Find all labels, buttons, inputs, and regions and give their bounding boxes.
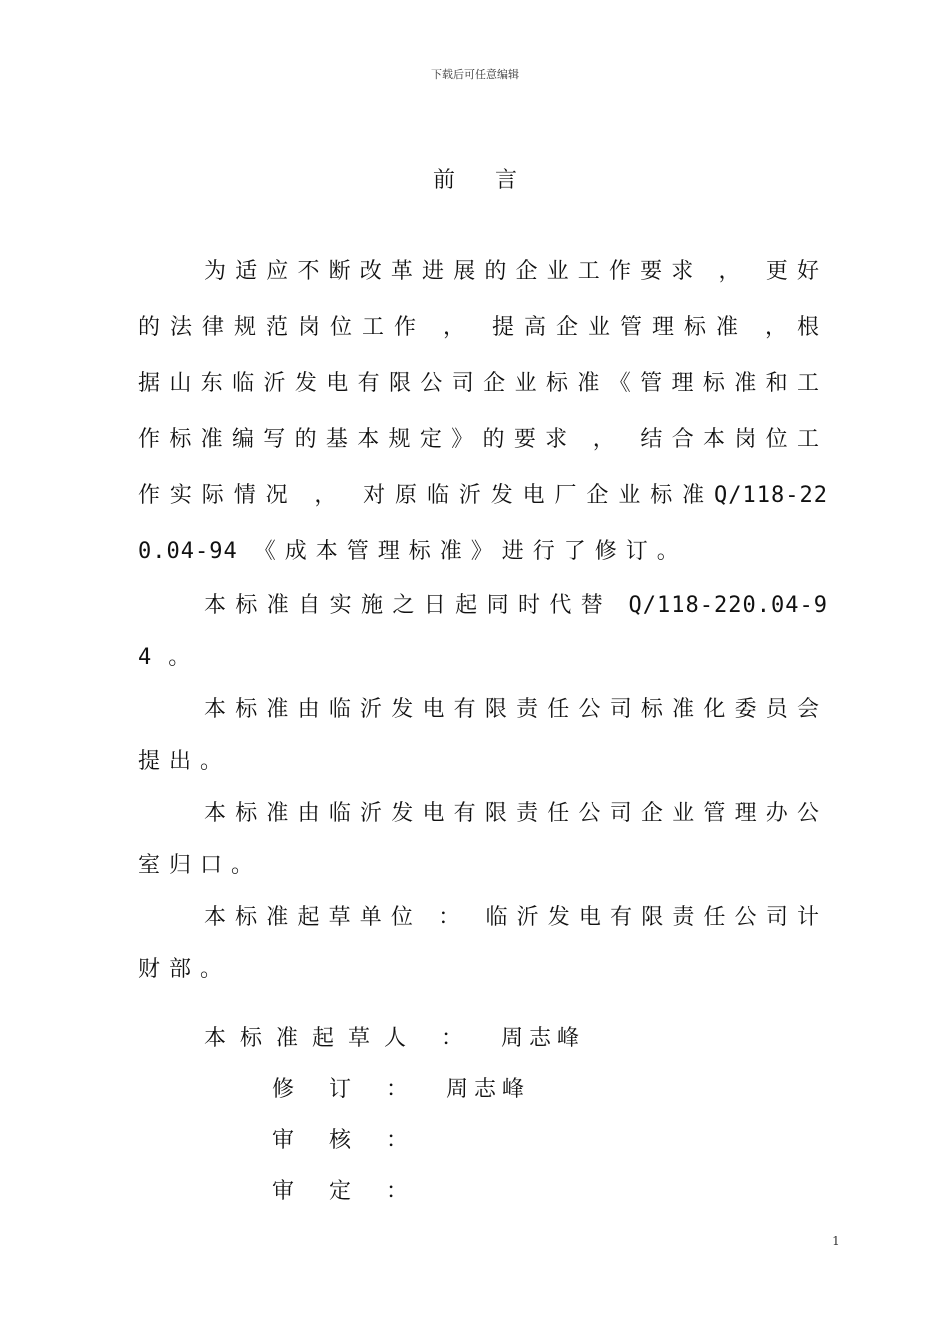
paragraph-owner: 本标准由临沂发电有限责任公司企业管理办公室归口。 xyxy=(138,801,828,878)
standard-code: Q/118-220.04-94 xyxy=(138,483,828,564)
revise-name: 周志峰 xyxy=(446,1077,531,1102)
drafter-label: 本标准起草人 ： xyxy=(204,1026,477,1051)
approve-label: 审 定 ： xyxy=(272,1179,422,1204)
paragraph-text: 为适应不断改革进展的企业工作要求 ， 更好的法律规范岗位工作 ， 提高企业管理标准 ，根据山东临沂发电有限公司企业标准《管理标准和工作标准编写的基本规定》的要求 ， 结合本岗位工作实际情况 ， 对原临沂发电厂企业标准 xyxy=(138,259,828,508)
revise-label: 修 订 ： xyxy=(272,1077,422,1102)
document-title: 前言 xyxy=(432,168,557,193)
document-body xyxy=(138,244,828,996)
page-number: 1 xyxy=(832,1234,840,1248)
review-line xyxy=(272,1123,422,1154)
paragraph-drafting-unit: 本标准起草单位 ： 临沂发电有限责任公司计财部。 xyxy=(138,905,828,982)
drafter-line xyxy=(204,1021,585,1052)
page-header: 下载后可任意编辑 xyxy=(431,68,519,81)
review-label: 审 核 ： xyxy=(272,1128,422,1153)
revise-line xyxy=(272,1072,530,1103)
paragraph-tail: 。 xyxy=(168,645,200,670)
paragraph-text: 本标准自实施之日起同时代替 xyxy=(204,593,613,618)
approve-line xyxy=(272,1174,422,1205)
drafter-name: 周志峰 xyxy=(501,1026,586,1051)
paragraph-tail: 《成本管理标准》进行了修订。 xyxy=(253,539,688,564)
paragraph-replacement-note xyxy=(138,580,828,684)
standard-code: Q/118-220.04-94 xyxy=(138,593,828,670)
paragraph-revision-note xyxy=(138,244,828,580)
paragraph-proposer: 本标准由临沂发电有限责任公司标准化委员会提出。 xyxy=(138,697,828,774)
